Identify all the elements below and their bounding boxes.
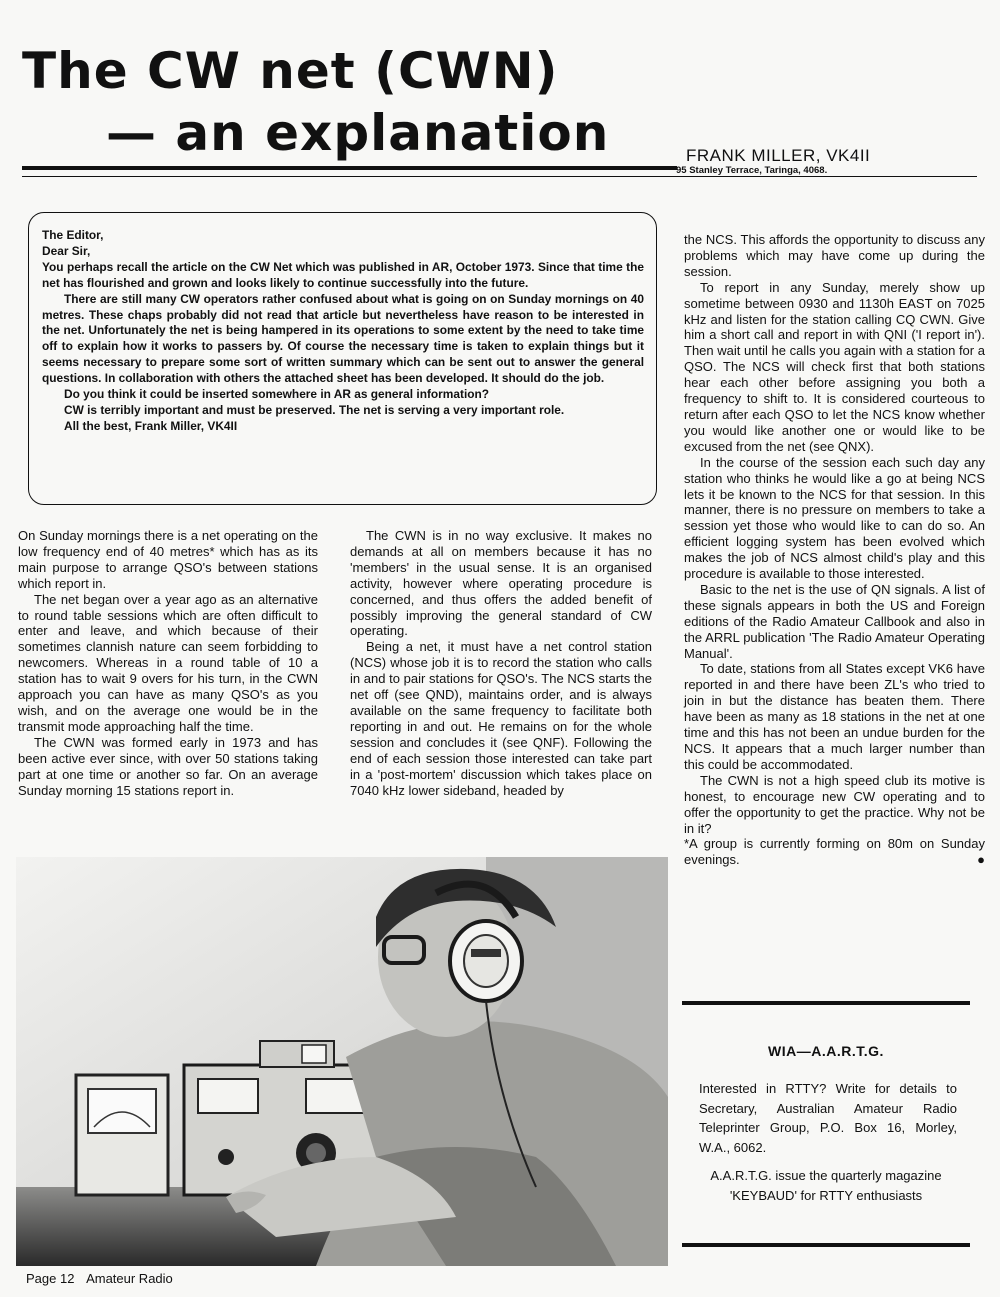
operator-photo	[16, 857, 668, 1266]
article-title	[22, 40, 662, 164]
letter-paragraph-1: You perhaps recall the article on the CW Net which was published in AR, October 1973. Since that time the net has flourished and grown and looks likely to continue successfully into the future.	[42, 259, 644, 290]
letter-salutation-editor: The Editor,	[42, 228, 104, 242]
article-column-2	[350, 528, 652, 798]
letter-signoff: All the best, Frank Miller, VK4II	[64, 418, 238, 433]
sidebar-text-rtty: Interested in RTTY? Write for details to Secretary, Australian Amateur Radio Teleprinter Group, P.O. Box 16, Morley, W.A., 6062.	[699, 1081, 957, 1155]
author-address: 95 Stanley Terrace, Taringa, 4068.	[676, 165, 828, 176]
sidebar-title: WIA—A.A.R.T.G.	[768, 1043, 884, 1059]
header-rule-thick	[22, 166, 677, 170]
article-paragraph: The CWN is in no way exclusive. It makes no demands at all on members because it has no 'members' in the usual sense. It is an organised activity, however where operating procedure is concerned, and thus offers the added benefit of possibly improving the general standard of CW operating.	[350, 528, 652, 639]
letter-paragraph-3: Do you think it could be inserted somewhere in AR as general information?	[64, 387, 490, 402]
article-paragraph: In the course of the session each such day any station who thinks he would like a go at being NCS lets it be known to the NCS for that session. In this manner, there is no pressure on members to take a session yet those who would like to can do so. An efficient logging system has been evolved which makes the job of NCS almost child's play and this procedure is available to those interested.	[684, 454, 985, 582]
magazine-name: Amateur Radio	[86, 1271, 173, 1286]
sidebar-text-keybaud: A.A.R.T.G. issue the quarterly magazine 'KEYBAUD' for RTTY enthusiasts	[710, 1168, 942, 1203]
letter-paragraph-2: There are still many CW operators rather confused about what is going on on Sunday mornings on 40 metres. These chaps probably did not read that article but nevertheless have reason to be interested in the net. Unfortunately the net is being hampered in its operations to some extent by the need to take time off to explain how it works to passers by. Of course the necessary time is taken to explain things but it seems necessary to prepare some sort of written summary which can be sent out to answer the general questions. In collaboration with others the attached sheet has been developed. It should do the job.	[42, 291, 644, 386]
letter-paragraph-4: CW is terribly important and must be preserved. The net is serving a very important role.	[64, 402, 565, 417]
end-mark-icon: ●	[977, 852, 985, 868]
title-line-2: — an explanation	[106, 104, 610, 162]
article-column-3	[684, 232, 985, 868]
sidebar-rule-bottom	[682, 1243, 970, 1247]
article-paragraph: Basic to the net is the use of QN signals. A list of these signals appears in both the US and Foreign editions of the Radio Amateur Callbook and also in the ARRL publication 'The Radio Amateur Operating Manual'.	[684, 581, 985, 661]
article-column-1	[18, 528, 318, 798]
title-line-1: The CW net (CWN)	[22, 42, 559, 100]
author-name: FRANK MILLER, VK4II	[686, 146, 871, 165]
article-paragraph: The CWN was formed early in 1973 and has been active ever since, with over 50 stations taking part at one time or another so far. On an average Sunday morning 15 stations report in.	[18, 734, 318, 798]
page-number: Page 12	[26, 1271, 75, 1286]
header-rule-thin	[22, 176, 977, 177]
article-paragraph: The net began over a year ago as an alternative to round table sessions which are often difficult to enter and leave, and which because of their sometimes clannish nature can seem forbidding to newcomers. Whereas in a round table of 10 a station has to wait 9 overs for his turn, in the CWN approach you can have as many QSO's as you wish, and on the average one would be in the transmit mode approaching half the time.	[18, 591, 318, 734]
article-paragraph: The CWN is not a high speed club its motive is honest, to encourage new CW operating and to offer the opportunity to get the practice. Why not be in it?	[684, 772, 985, 836]
article-paragraph: To report in any Sunday, merely show up sometime between 0930 and 1130h EAST on 7025 kHz and listen for the station calling CQ CWN. Give him a short call and report in with QNI ('I report in'). Then wait until he calls you again with a station for a QSO. The NCS will check first that both stations hear each other before assigning you both a frequency to shift to. It is considered courteous to return after each QSO to let the NCS know whether you would like another one or would like to be excused from the net (see QNX).	[684, 279, 985, 454]
article-footnote: *A group is currently forming on 80m on Sunday evenings. ●	[684, 836, 985, 868]
letter-salutation-sir: Dear Sir,	[42, 243, 91, 258]
article-paragraph: Being a net, it must have a net control station (NCS) whose job it is to record the station who calls in and to pair stations for QSO's. The NCS starts the net off (see QND), maintains order, and is always available on the same frequency to facilitate both reporting in and out. He remains on for the whole session and concludes it (see QNF). Following the end of each session those interested can take part in a 'post-mortem' discussion which takes place on 7040 kHz lower sideband, headed by	[350, 639, 652, 798]
page-footer	[26, 1271, 173, 1286]
article-paragraph: the NCS. This affords the opportunity to discuss any problems which may have come up during the session.	[684, 232, 985, 279]
sidebar-rule-top	[682, 1001, 970, 1005]
article-paragraph: On Sunday mornings there is a net operating on the low frequency end of 40 metres* which has as its main purpose to arrange QSO's between stations which report in.	[18, 528, 318, 591]
article-paragraph: To date, stations from all States except VK6 have reported in and there have been ZL's who tried to join in but the distance has beaten them. There have been as many as 18 stations in the net at one time and this has not been an undue burden for the NCS. It appears that a much larger number than this could be accommodated.	[684, 661, 985, 772]
editor-letter-box	[28, 212, 657, 505]
